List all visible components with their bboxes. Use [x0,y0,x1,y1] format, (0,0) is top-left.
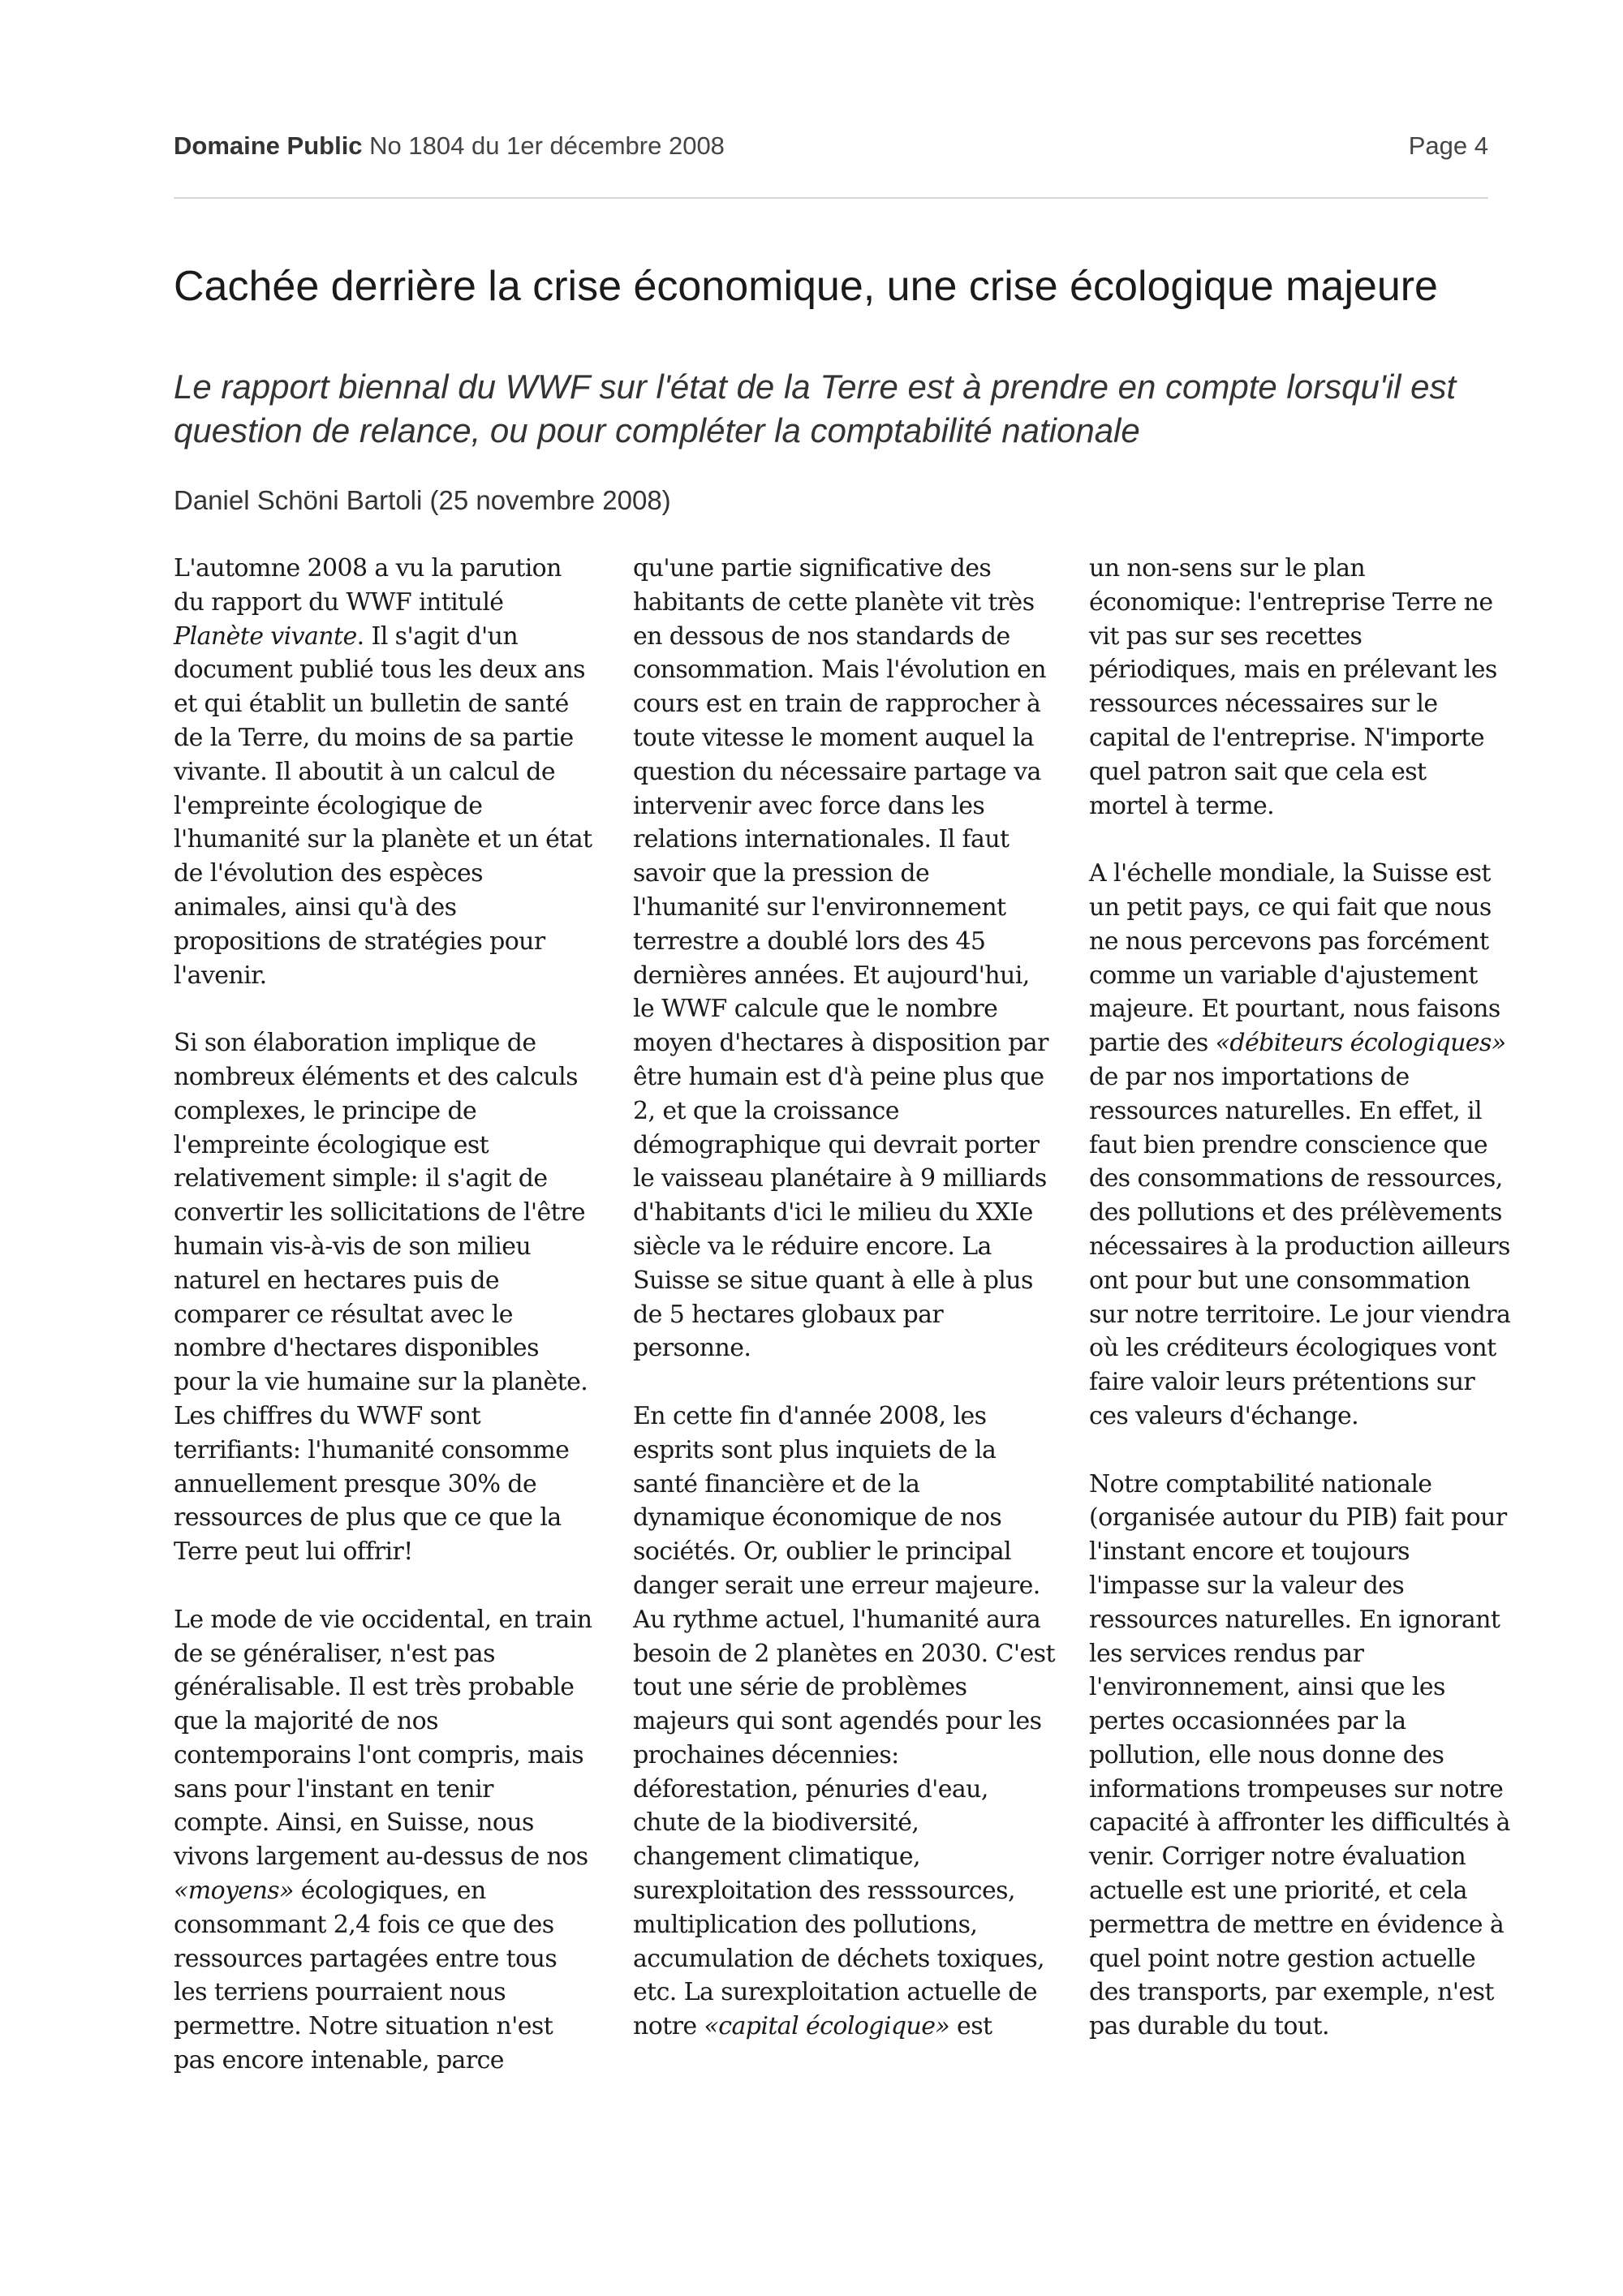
issue-info: No 1804 du 1er décembre 2008 [369,131,725,160]
article-title: Cachée derrière la crise économique, une crise écologique majeure [174,263,1438,310]
paragraph: Si son élaboration implique de nombreux éléments et des calculs complexes, le principe de l'empreinte écologique est relativement simple: il s'agit de convertir les sollicitations de l'être humain vis-à-vis de son milieu naturel en hectares puis de comparer ce résultat avec le nombre d'hectares disponibles pour la vie humaine sur la planète. Les chiffres du WWF sont terrifiants: l'humanité consomme annuellement presque 30% de ressources de plus que ce que la Terre peut lui offrir! [174,1029,588,1567]
paragraph: Le mode de vie occidental, en train de se généraliser, n'est pas généralisable. Il est très probable que la majorité de nos contemporains l'ont compris, mais sans pour l'instant en tenir compte. Ainsi, en Suisse, nous vivons largement au-dessus de nos «moyens» écologiques, en consommant 2,4 fois ce que des ressources partagées entre tous les terriens pourraient nous permettre. Notre situation n'est pas encore intenable, parce [174,1605,592,2075]
header-divider [174,197,1488,199]
page-number: Page 4 [1408,131,1488,160]
paragraph: L'automne 2008 a vu la parution du rapport du WWF intitulé Planète vivante. Il s'agit d'un document publié tous les deux ans et qui établit un bulletin de santé de la Terre, du moins de sa partie vivante. Il aboutit à un calcul de l'empreinte écologique de l'humanité sur la planète et un état de l'évolution des espèces animales, ainsi qu'à des propositions de stratégies pour l'avenir. [174,554,592,990]
page-header [174,131,1488,172]
paragraph: Notre comptabilité nationale (organisée autour du PIB) fait pour l'instant encore et toujours l'impasse sur la valeur des ressources naturelles. En ignorant les services rendus par l'environnement, ainsi que les pertes occasionnées par la pollution, elle nous donne des informations trompeuses sur notre capacité à affronter les difficultés à venir. Corriger notre évaluation actuelle est une priorité, et cela permettra de mettre en évidence à quel point notre gestion actuelle des transports, par exemple, n'est pas durable du tout. [1089,1469,1510,2041]
article-byline: Daniel Schöni Bartoli (25 novembre 2008) [174,485,671,515]
article-subtitle: Le rapport biennal du WWF sur l'état de la Terre est à prendre en compte lorsqu'il est question de relance, ou pour compléter la comptabilité nationale [174,368,1457,449]
emphasis: «moyens» [174,1877,294,1906]
paragraph: un non-sens sur le plan économique: l'entreprise Terre ne vit pas sur ses recettes périodiques, mais en prélevant les ressources nécessaires sur le capital de l'entreprise. N'importe quel patron sait que cela est mortel à terme. [1089,554,1497,820]
paragraph: A l'échelle mondiale, la Suisse est un petit pays, ce qui fait que nous ne nous percevons pas forcément comme un variable d'ajustement majeure. Et pourtant, nous faisons partie des «débiteurs écologiques» de par nos importations de ressources naturelles. En effet, il faut bien prendre conscience que des consommations de ressources, des pollutions et des prélèvements nécessaires à la production ailleurs ont pour but une consommation sur notre territoire. Le jour viendra où les créditeurs écologiques vont faire valoir leurs prétentions sur ces valeurs d'échange. [1089,859,1511,1430]
text-column-1 [174,552,596,2112]
paragraph: qu'une partie significative des habitants de cette planète vit très en dessous de nos standards de consommation. Mais l'évolution en cours est en train de rapprocher à toute vitesse le moment auquel la question du nécessaire partage va intervenir avec force dans les relations internationales. Il faut savoir que la pression de l'humanité sur l'environnement terrestre a doublé lors des 45 dernières années. Et aujourd'hui, le WWF calcule que le nombre moyen d'hectares à disposition par être humain est d'à peine plus que 2, et que la croissance démographique qui devrait porter le vaisseau planétaire à 9 milliards d'habitants d'ici le milieu du XXIe siècle va le réduire encore. La Suisse se situe quant à elle à plus de 5 hectares globaux par personne. [633,554,1048,1363]
paragraph: En cette fin d'année 2008, les esprits sont plus inquiets de la santé financière et de la dynamique économique de nos sociétés. Or, oublier le principal danger serait une erreur majeure. Au rythme actuel, l'humanité aura besoin de 2 planètes en 2030. C'est tout une série de problèmes majeurs qui sont agendés pour les prochaines décennies: déforestation, pénuries d'eau, chute de la biodiversité, changement climatique, surexploitation des resssources, multiplication des pollutions, accumulation de déchets toxiques, etc. La surexploitation actuelle de notre «capital écologique» est [633,1401,1055,2041]
publication-name: Domaine Public [174,131,363,160]
emphasis: «débiteurs écologiques» [1215,1029,1506,1058]
text-column-3 [1089,552,1511,2078]
emphasis: «capital écologique» [704,2012,950,2041]
text-column-2 [633,552,1055,2078]
report-title: Planète vivante [174,621,357,651]
